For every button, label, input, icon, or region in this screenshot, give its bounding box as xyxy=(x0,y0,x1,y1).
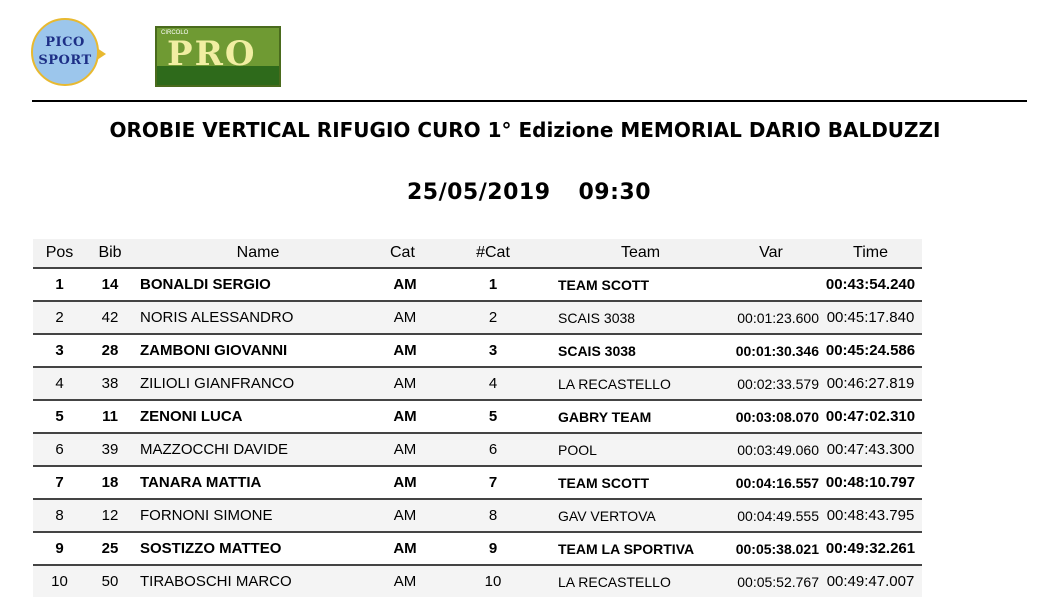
cell-time: 00:49:32.261 xyxy=(819,532,922,565)
cell-var: 00:05:52.767 xyxy=(723,565,819,597)
cell-cat: AM xyxy=(382,565,428,597)
cell-time: 00:45:24.586 xyxy=(819,334,922,367)
cell-ncat: 6 xyxy=(428,433,558,466)
cell-pos: 7 xyxy=(33,466,86,499)
cell-cat: AM xyxy=(382,532,428,565)
results-table xyxy=(33,239,922,597)
results-header-row xyxy=(33,239,922,268)
cell-ncat: 8 xyxy=(428,499,558,532)
cell-team: TEAM SCOTT xyxy=(558,466,723,499)
cell-pos: 2 xyxy=(33,301,86,334)
cell-ncat: 7 xyxy=(428,466,558,499)
cell-time: 00:45:17.840 xyxy=(819,301,922,334)
cell-time: 00:43:54.240 xyxy=(819,268,922,301)
cell-team: LA RECASTELLO xyxy=(558,565,723,597)
cell-time: 00:47:43.300 xyxy=(819,433,922,466)
cell-team: TEAM LA SPORTIVA xyxy=(558,532,723,565)
col-header-cat: Cat xyxy=(382,239,428,268)
table-row xyxy=(33,400,922,433)
col-header-ncat: #Cat xyxy=(428,239,558,268)
cell-time: 00:46:27.819 xyxy=(819,367,922,400)
cell-team: TEAM SCOTT xyxy=(558,268,723,301)
cell-var xyxy=(723,268,819,301)
cell-var: 00:04:16.557 xyxy=(723,466,819,499)
cell-pos: 4 xyxy=(33,367,86,400)
cell-var: 00:01:23.600 xyxy=(723,301,819,334)
cell-bib: 25 xyxy=(86,532,134,565)
table-row xyxy=(33,466,922,499)
cell-time: 00:48:43.795 xyxy=(819,499,922,532)
cell-var: 00:03:08.070 xyxy=(723,400,819,433)
cell-cat: AM xyxy=(382,334,428,367)
cell-bib: 14 xyxy=(86,268,134,301)
pico-sport-logo-line1: PICO xyxy=(45,35,85,50)
cell-ncat: 2 xyxy=(428,301,558,334)
pro-logo-small-text: CIRCOLO xyxy=(161,30,189,36)
cell-bib: 50 xyxy=(86,565,134,597)
cell-name: BONALDI SERGIO xyxy=(134,268,382,301)
pro-logo-word: PRO xyxy=(167,34,257,74)
arrow-icon xyxy=(97,48,106,60)
cell-var: 00:05:38.021 xyxy=(723,532,819,565)
cell-bib: 39 xyxy=(86,433,134,466)
cell-name: FORNONI SIMONE xyxy=(134,499,382,532)
cell-time: 00:47:02.310 xyxy=(819,400,922,433)
cell-bib: 42 xyxy=(86,301,134,334)
table-row xyxy=(33,301,922,334)
cell-name: TIRABOSCHI MARCO xyxy=(134,565,382,597)
cell-team: SCAIS 3038 xyxy=(558,334,723,367)
cell-var: 00:02:33.579 xyxy=(723,367,819,400)
cell-cat: AM xyxy=(382,466,428,499)
pico-sport-logo-disc xyxy=(31,18,99,86)
cell-pos: 5 xyxy=(33,400,86,433)
cell-ncat: 5 xyxy=(428,400,558,433)
cell-bib: 28 xyxy=(86,334,134,367)
cell-pos: 10 xyxy=(33,565,86,597)
cell-bib: 12 xyxy=(86,499,134,532)
cell-cat: AM xyxy=(382,268,428,301)
cell-name: TANARA MATTIA xyxy=(134,466,382,499)
cell-time: 00:49:47.007 xyxy=(819,565,922,597)
cell-ncat: 3 xyxy=(428,334,558,367)
cell-name: MAZZOCCHI DAVIDE xyxy=(134,433,382,466)
cell-ncat: 1 xyxy=(428,268,558,301)
table-row xyxy=(33,268,922,301)
event-date: 25/05/2019 xyxy=(406,180,551,205)
cell-cat: AM xyxy=(382,301,428,334)
cell-ncat: 10 xyxy=(428,565,558,597)
cell-name: SOSTIZZO MATTEO xyxy=(134,532,382,565)
event-title: OROBIE VERTICAL RIFUGIO CURO 1° Edizione MEMORIAL DARIO BALDUZZI xyxy=(109,118,941,142)
col-header-bib: Bib xyxy=(86,239,134,268)
cell-team: GAV VERTOVA xyxy=(558,499,723,532)
event-time: 09:30 xyxy=(578,180,652,205)
cell-cat: AM xyxy=(382,400,428,433)
table-row xyxy=(33,433,922,466)
cell-cat: AM xyxy=(382,499,428,532)
cell-time: 00:48:10.797 xyxy=(819,466,922,499)
cell-team: POOL xyxy=(558,433,723,466)
cell-pos: 3 xyxy=(33,334,86,367)
header-divider xyxy=(32,100,1027,102)
cell-name: ZAMBONI GIOVANNI xyxy=(134,334,382,367)
cell-team: LA RECASTELLO xyxy=(558,367,723,400)
pico-sport-logo xyxy=(31,18,105,88)
cell-name: ZILIOLI GIANFRANCO xyxy=(134,367,382,400)
cell-bib: 18 xyxy=(86,466,134,499)
table-row xyxy=(33,499,922,532)
cell-ncat: 4 xyxy=(428,367,558,400)
col-header-team: Team xyxy=(558,239,723,268)
cell-bib: 11 xyxy=(86,400,134,433)
col-header-pos: Pos xyxy=(33,239,86,268)
cell-cat: AM xyxy=(382,367,428,400)
col-header-var: Var xyxy=(723,239,819,268)
event-date-time xyxy=(0,180,1058,205)
cell-ncat: 9 xyxy=(428,532,558,565)
pro-logo xyxy=(155,26,281,87)
col-header-time: Time xyxy=(819,239,922,268)
table-row xyxy=(33,367,922,400)
table-row xyxy=(33,565,922,597)
pico-sport-logo-line2: SPORT xyxy=(38,53,92,68)
cell-pos: 8 xyxy=(33,499,86,532)
cell-pos: 9 xyxy=(33,532,86,565)
cell-team: GABRY TEAM xyxy=(558,400,723,433)
cell-var: 00:04:49.555 xyxy=(723,499,819,532)
table-row xyxy=(33,334,922,367)
cell-name: NORIS ALESSANDRO xyxy=(134,301,382,334)
cell-name: ZENONI LUCA xyxy=(134,400,382,433)
table-row xyxy=(33,532,922,565)
cell-var: 00:01:30.346 xyxy=(723,334,819,367)
cell-cat: AM xyxy=(382,433,428,466)
cell-team: SCAIS 3038 xyxy=(558,301,723,334)
col-header-name: Name xyxy=(134,239,382,268)
cell-bib: 38 xyxy=(86,367,134,400)
cell-pos: 1 xyxy=(33,268,86,301)
cell-pos: 6 xyxy=(33,433,86,466)
cell-var: 00:03:49.060 xyxy=(723,433,819,466)
